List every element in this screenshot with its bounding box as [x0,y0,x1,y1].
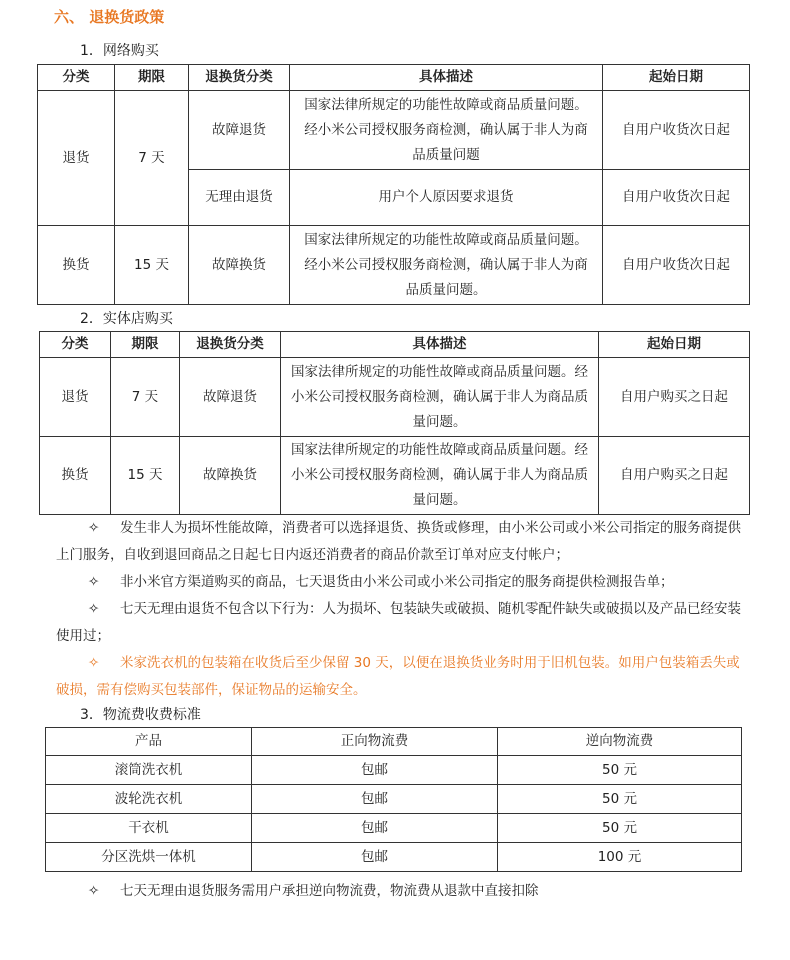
note-text-highlight: 米家洗衣机的包装箱在收货后至少保留 30 天，以便在退换货业务时用于旧机包装。如用户包装箱丢失或破损，需有偿购买包装部件，保证物品的运输安全。 [56,655,740,698]
forward-fee-cell: 包邮 [252,785,498,814]
reverse-fee-cell: 50 元 [498,814,742,843]
type-cell: 故障换货 [180,437,281,515]
header-start: 起始日期 [603,65,750,91]
header-forward: 正向物流费 [252,728,498,756]
bullet-icon: ✧ [88,520,100,536]
product-cell: 干衣机 [46,814,252,843]
table-row [40,437,750,515]
reverse-fee-cell: 100 元 [498,843,742,872]
desc-cell: 国家法律所规定的功能性故障或商品质量问题。经小米公司授权服务商检测，确认属于非人为商品质量问题。 [281,437,599,515]
product-cell: 滚筒洗衣机 [46,756,252,785]
header-desc: 具体描述 [290,65,603,91]
category-cell: 退货 [38,91,115,226]
header-type: 退换货分类 [189,65,290,91]
category-cell: 换货 [40,437,111,515]
table-row [38,91,750,170]
header-category: 分类 [38,65,115,91]
type-cell: 无理由退货 [189,170,290,226]
start-cell: 自用户收货次日起 [603,170,750,226]
header-start: 起始日期 [599,332,750,358]
header-period: 期限 [115,65,189,91]
category-cell: 换货 [38,226,115,305]
table-row [46,843,742,872]
store-policy-table [39,331,750,515]
section-title: 六、 退换货政策 [54,8,165,26]
product-cell: 分区洗烘一体机 [46,843,252,872]
type-cell: 故障退货 [180,358,281,437]
table-header-row [40,332,750,358]
note-text: 七天无理由退货服务需用户承担逆向物流费，物流费从退款中直接扣除 [120,883,539,899]
category-cell: 退货 [40,358,111,437]
type-cell: 故障换货 [189,226,290,305]
table-row [46,814,742,843]
period-cell: 7 天 [111,358,180,437]
note-text: 七天无理由退货不包含以下行为：人为损坏、包装缺失或破损、随机零配件缺失或破损以及产品已经安装使用过； [56,601,741,644]
desc-cell: 国家法律所规定的功能性故障或商品质量问题。经小米公司授权服务商检测，确认属于非人为商品质量问题 [290,91,603,170]
desc-cell: 用户个人原因要求退货 [290,170,603,226]
table-row [38,226,750,305]
note-text: 发生非人为损坏性能故障，消费者可以选择退货、换货或修理，由小米公司或小米公司指定的服务商提供上门服务，自收到退回商品之日起七日内返还消费者的商品价款至订单对应支付帐户； [56,520,741,563]
header-category: 分类 [40,332,111,358]
reverse-fee-cell: 50 元 [498,756,742,785]
start-cell: 自用户购买之日起 [599,437,750,515]
period-cell: 15 天 [115,226,189,305]
start-cell: 自用户收货次日起 [603,91,750,170]
forward-fee-cell: 包邮 [252,756,498,785]
online-policy-table [37,64,750,305]
period-cell: 15 天 [111,437,180,515]
header-product: 产品 [46,728,252,756]
header-type: 退换货分类 [180,332,281,358]
logistics-heading: 3．物流费收费标准 [80,707,201,723]
reverse-fee-cell: 50 元 [498,785,742,814]
period-cell: 7 天 [115,91,189,226]
start-cell: 自用户收货次日起 [603,226,750,305]
table-row [46,756,742,785]
logistics-fee-table [45,727,742,872]
type-cell: 故障退货 [189,91,290,170]
header-desc: 具体描述 [281,332,599,358]
note-text: 非小米官方渠道购买的商品，七天退货由小米公司或小米公司指定的服务商提供检测报告单； [120,574,674,590]
header-period: 期限 [111,332,180,358]
store-heading: 2．实体店购买 [80,311,173,327]
bullet-icon: ✧ [88,574,100,590]
desc-cell: 国家法律所规定的功能性故障或商品质量问题。经小米公司授权服务商检测，确认属于非人为商品质量问题。 [290,226,603,305]
product-cell: 波轮洗衣机 [46,785,252,814]
table-row [40,358,750,437]
bullet-icon: ✧ [88,883,100,899]
start-cell: 自用户购买之日起 [599,358,750,437]
table-row [46,785,742,814]
bullet-icon: ✧ [88,655,100,671]
forward-fee-cell: 包邮 [252,814,498,843]
forward-fee-cell: 包邮 [252,843,498,872]
bullet-icon: ✧ [88,601,100,617]
header-reverse: 逆向物流费 [498,728,742,756]
table-header-row [38,65,750,91]
desc-cell: 国家法律所规定的功能性故障或商品质量问题。经小米公司授权服务商检测，确认属于非人为商品质量问题。 [281,358,599,437]
online-heading: 1．网络购买 [80,43,159,59]
table-header-row [46,728,742,756]
